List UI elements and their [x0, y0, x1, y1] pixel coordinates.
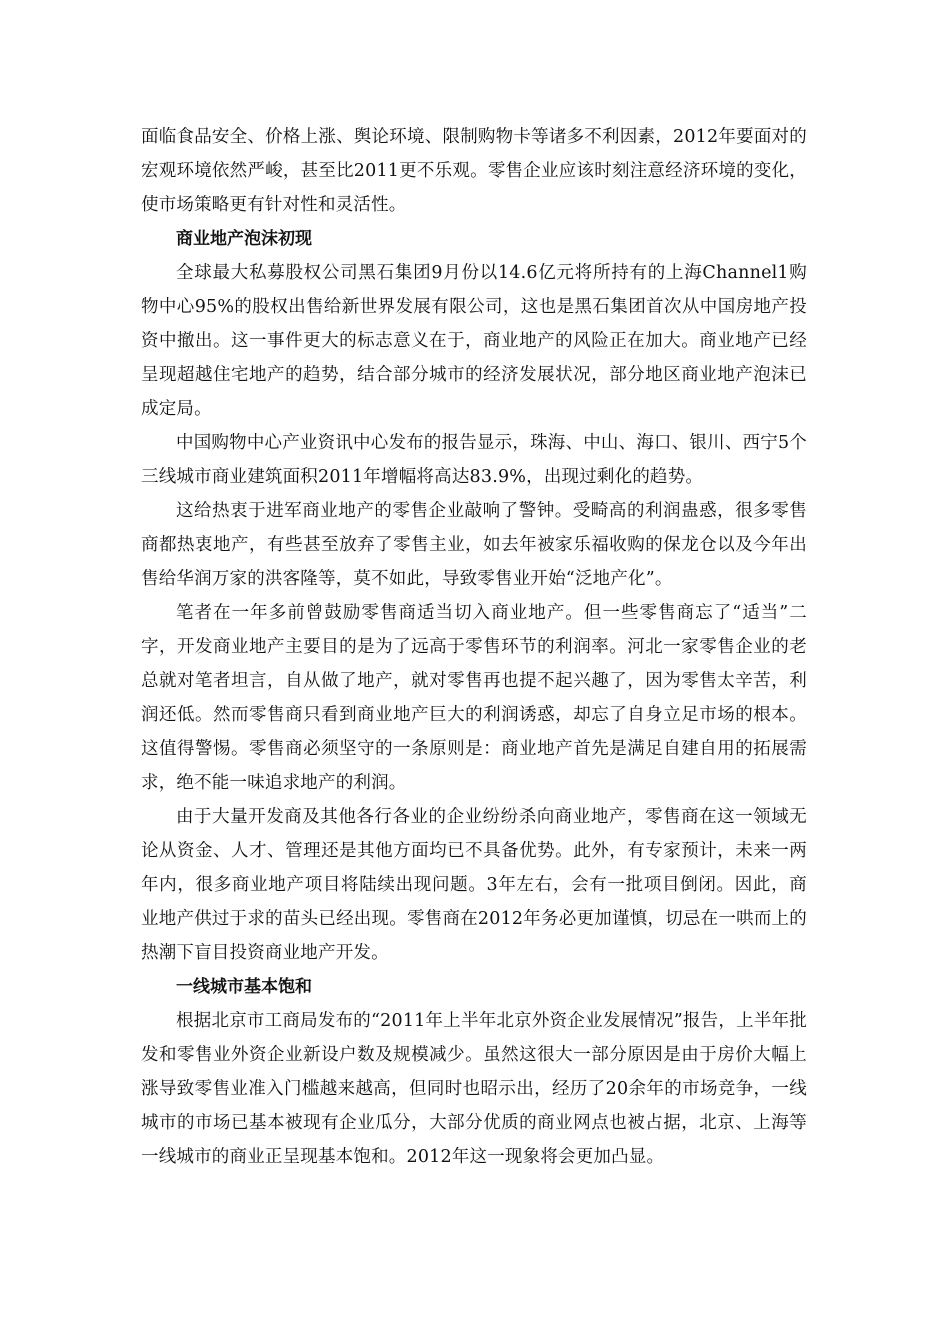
- paragraph-author-advice: 笔者在一年多前曾鼓励零售商适当切入商业地产。但一些零售商忘了“适当”二字，开发商业地产主要目的是为了远高于零售环节的利润率。河北一家零售企业的老总就对笔者坦言，自从做了地产，就对零售再也提不起兴趣了，因为零售太辛苦，利润还低。然而零售商只看到商业地产巨大的利润诱惑，却忘了自身立足市场的根本。这值得警惕。零售商必须坚守的一条原则是：商业地产首先是满足自建自用的拓展需求，绝不能一味追求地产的利润。: [141, 603, 807, 793]
- paragraph-blackstone-sale: 全球最大私募股权公司黑石集团9月份以14.6亿元将所持有的上海Channel1购物中心95%的股权出售给新世界发展有限公司，这也是黑石集团首次从中国房地产投资中撤出。这一事件更大的标志意义在于，商业地产的风险正在加大。商业地产已经呈现超越住宅地产的趋势，结合部分城市的经济发展状况，部分地区商业地产泡沫已成定局。: [141, 263, 807, 419]
- section-heading-commercial-real-estate-bubble: 商业地产泡沫初现: [176, 229, 312, 249]
- paragraph-intro-continuation: 面临食品安全、价格上涨、舆论环境、限制购物卡等诸多不利因素，2012年要面对的宏观环境依然严峻，甚至比2011更不乐观。零售企业应该时刻注意经济环境的变化，使市场策略更有针对性和灵活性。: [141, 127, 807, 215]
- paragraph-beijing-report: 根据北京市工商局发布的“2011年上半年北京外资企业发展情况”报告，上半年批发和零售业外资企业新设户数及规模减少。虽然这很大一部分原因是由于房价大幅上涨导致零售业准入门槛越来越高，但同时也昭示出，经历了20余年的市场竞争，一线城市的市场已基本被现有企业瓜分，大部分优质的商业网点也被占据，北京、上海等一线城市的商业正呈现基本饱和。2012年这一现象将会更加凸显。: [141, 1011, 807, 1167]
- section-heading-tier-one-saturation: 一线城市基本饱和: [176, 977, 312, 997]
- paragraph-shopping-center-report: 中国购物中心产业资讯中心发布的报告显示，珠海、中山、海口、银川、西宁5个三线城市商业建筑面积2011年增幅将高达83.9%，出现过剩化的趋势。: [141, 433, 807, 487]
- paragraph-oversupply: 由于大量开发商及其他各行各业的企业纷纷杀向商业地产，零售商在这一领域无论从资金、人才、管理还是其他方面均已不具备优势。此外，有专家预计，未来一两年内，很多商业地产项目将陆续出现问题。3年左右，会有一批项目倒闭。因此，商业地产供过于求的苗头已经出现。零售商在2012年务必更加谨慎，切忌在一哄而上的热潮下盲目投资商业地产开发。: [141, 807, 807, 963]
- article-body: [141, 120, 807, 1174]
- paragraph-retailers-warning: 这给热衷于进军商业地产的零售企业敲响了警钟。受畸高的利润蛊惑，很多零售商都热衷地产，有些甚至放弃了零售主业，如去年被家乐福收购的保龙仓以及今年出售给华润万家的洪客隆等，莫不如此，导致零售业开始“泛地产化”。: [141, 501, 807, 589]
